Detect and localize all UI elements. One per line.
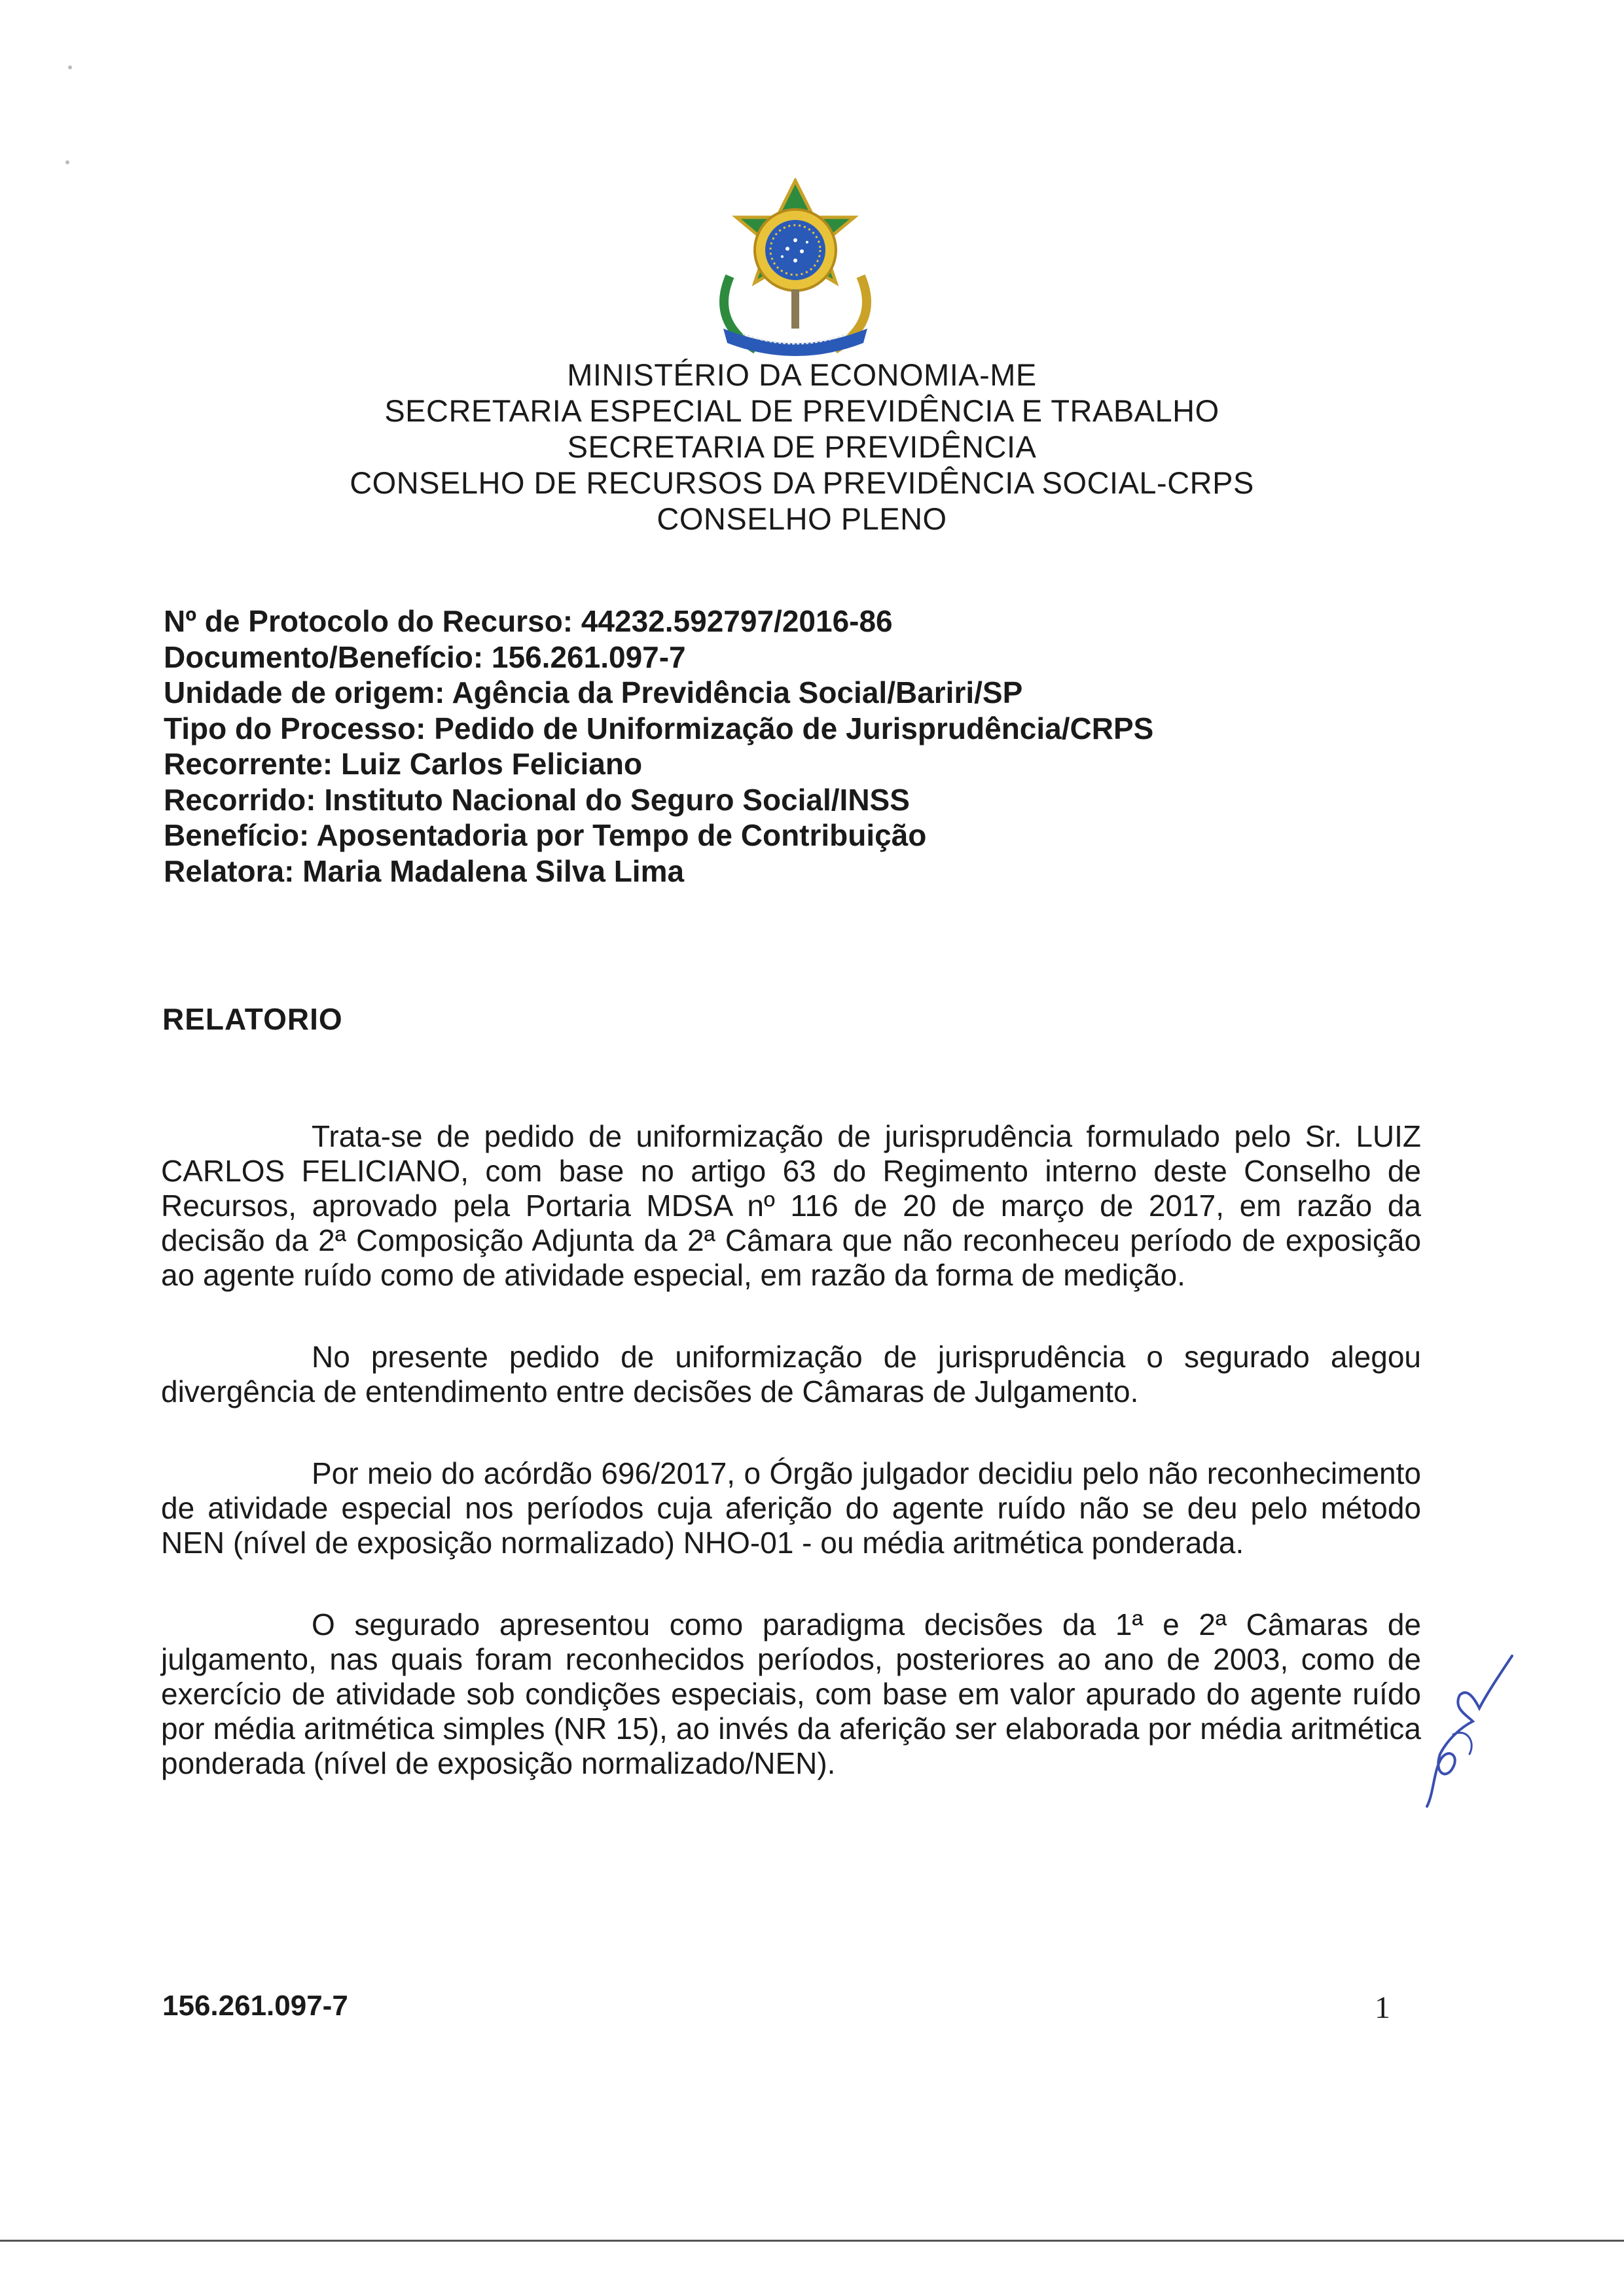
appellant: Recorrente: Luiz Carlos Feliciano: [164, 747, 643, 781]
brazil-coat-of-arms-emblem: [704, 178, 887, 368]
scan-bottom-edge-line: [0, 2240, 1624, 2242]
header-line-special-secretariat: SECRETARIA ESPECIAL DE PREVIDÊNCIA E TRABALHO: [384, 393, 1219, 428]
header-line-council: CONSELHO DE RECURSOS DA PREVIDÊNCIA SOCIAL-CRPS: [350, 465, 1254, 500]
paragraph: Por meio do acórdão 696/2017, o Órgão julgador decidiu pelo não reconhecimento de atividade especial nos períodos cuja aferição do agente ruído não se deu pelo método NEN (nível de exposição normalizado) NHO-01 - ou média aritmética ponderada.: [161, 1456, 1421, 1560]
institution-header: [196, 357, 1407, 537]
paragraph: O segurado apresentou como paradigma decisões da 1ª e 2ª Câmaras de julgamento, nas quais foram reconhecidos períodos, posteriores ao ano de 2003, como de exercício de atividade sob condições especiais, com base em valor apurado do agente ruído por média aritmética simples (NR 15), ao invés da aferição ser elaborada por média aritmética ponderada (nível de exposição normalizado/NEN).: [161, 1607, 1421, 1780]
case-metadata: [164, 603, 1440, 889]
process-type: Tipo do Processo: Pedido de Uniformização de Jurisprudência/CRPS: [164, 711, 1154, 745]
page-number: 1: [1375, 1990, 1390, 2025]
header-line-plenary: CONSELHO PLENO: [657, 501, 947, 536]
document-benefit: Documento/Benefício: 156.261.097-7: [164, 639, 686, 674]
handwritten-initials-signature: [1414, 1649, 1532, 1820]
footer-document-number: 156.261.097-7: [162, 1990, 348, 2022]
scan-speck: [68, 65, 72, 69]
scan-speck: [65, 160, 69, 164]
section-title-report: RELATORIO: [162, 1002, 343, 1036]
protocol-number: Nº de Protocolo do Recurso: 44232.592797/2016-86: [164, 604, 893, 638]
header-line-ministry: MINISTÉRIO DA ECONOMIA-ME: [567, 357, 1037, 392]
paragraph: Trata-se de pedido de uniformização de jurisprudência formulado pelo Sr. LUIZ CARLOS FELICIANO, com base no artigo 63 do Regimento interno deste Conselho de Recursos, aprovado pela Portaria MDSA nº 116 de 20 de março de 2017, em razão da decisão da 2ª Composição Adjunta da 2ª Câmara que não reconheceu período de exposição ao agente ruído como de atividade especial, em razão da forma de medição.: [161, 1119, 1421, 1292]
origin-unit: Unidade de origem: Agência da Previdência Social/Bariri/SP: [164, 675, 1023, 709]
benefit-type: Benefício: Aposentadoria por Tempo de Contribuição: [164, 818, 927, 852]
appellee: Recorrido: Instituto Nacional do Seguro Social/INSS: [164, 782, 910, 817]
paragraph: No presente pedido de uniformização de jurisprudência o segurado alegou divergência de entendimento entre decisões de Câmaras de Julgamento.: [161, 1340, 1421, 1408]
report-body: [161, 1119, 1421, 1828]
header-line-secretariat: SECRETARIA DE PREVIDÊNCIA: [567, 429, 1037, 464]
rapporteur: Relatora: Maria Madalena Silva Lima: [164, 853, 685, 888]
